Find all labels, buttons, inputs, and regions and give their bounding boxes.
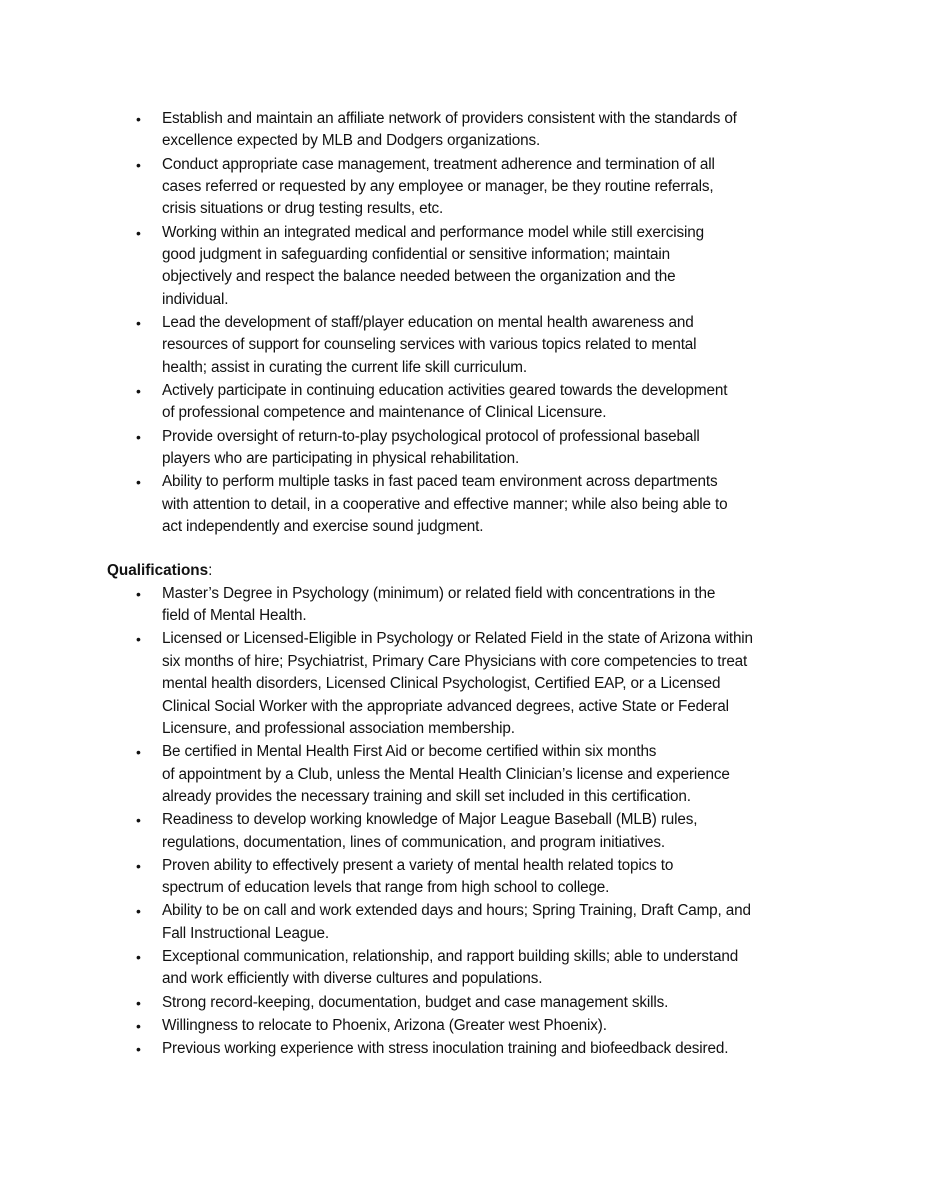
list-item-text: individual. (162, 290, 229, 308)
list-item (0, 312, 927, 379)
qualifications-heading-text: Qualifications (107, 561, 209, 579)
list-item-text: regulations, documentation, lines of communication, and program initiatives. (162, 833, 666, 851)
bullet-icon: • (136, 744, 141, 761)
list-item-text: six months of hire; Psychiatrist, Primary Care Physicians with core competencies to treat (162, 652, 748, 670)
list-item-text: Ability to be on call and work extended days and hours; Spring Training, Draft Camp, and (162, 902, 751, 920)
qualifications-colon: : (208, 561, 213, 579)
list-item-text: resources of support for counseling services with various topics related to mental (162, 336, 697, 354)
list-item-text: Working within an integrated medical and performance model while still exercising (162, 223, 704, 241)
list-item-text: Willingness to relocate to Phoenix, Arizona (Greater west Phoenix). (162, 1016, 607, 1034)
list-item-text: Previous working experience with stress inoculation training and biofeedback desired. (162, 1040, 729, 1057)
list-item (0, 583, 927, 628)
list-item-text: Strong record-keeping, documentation, budget and case management skills. (162, 993, 669, 1011)
list-item-text: Provide oversight of return-to-play psychological protocol of professional baseball (162, 427, 700, 445)
list-item-text: of appointment by a Club, unless the Mental Health Clinician’s license and experience (162, 765, 730, 783)
bullet-icon: • (136, 315, 141, 332)
list-item (0, 855, 927, 900)
list-item-text: and work efficiently with diverse cultures and populations. (162, 970, 543, 988)
list-item-text: already provides the necessary training and skill set included in this certification. (162, 787, 691, 805)
list-item-text: Ability to perform multiple tasks in fast paced team environment across departments (162, 473, 718, 491)
bullet-icon: • (136, 857, 141, 874)
bullet-icon: • (136, 994, 141, 1011)
list-item-text: objectively and respect the balance needed between the organization and the (162, 268, 676, 286)
list-item-text: Fall Instructional League. (162, 924, 330, 942)
bullet-icon: • (136, 948, 141, 965)
list-item-text: spectrum of education levels that range from high school to college. (162, 879, 610, 897)
list-item-text: Master’s Degree in Psychology (minimum) or related field with concentrations in the (162, 584, 716, 602)
list-item (0, 222, 927, 312)
list-item (0, 992, 927, 1014)
list-item (0, 946, 927, 991)
bullet-icon: • (136, 156, 141, 173)
list-item (0, 1038, 927, 1060)
list-item-text: good judgment in safeguarding confidential or sensitive information; maintain (162, 246, 671, 264)
list-item-text: Conduct appropriate case management, treatment adherence and termination of all (162, 155, 715, 173)
list-item-text: field of Mental Health. (162, 607, 307, 625)
list-item-text: Clinical Social Worker with the appropriate advanced degrees, active State or Federal (162, 697, 729, 715)
list-item-text: health; assist in curating the current life skill curriculum. (162, 358, 527, 376)
bullet-icon: • (136, 428, 141, 445)
list-item (0, 809, 927, 854)
list-item (0, 108, 927, 153)
qualifications-list (0, 583, 927, 1061)
bullet-icon: • (136, 383, 141, 400)
bullet-icon: • (136, 585, 141, 602)
list-item-text: Actively participate in continuing education activities geared towards the development (162, 382, 728, 400)
list-item-text: of professional competence and maintenance of Clinical Licensure. (162, 404, 607, 422)
list-item-text: Readiness to develop working knowledge of Major League Baseball (MLB) rules, (162, 811, 698, 829)
list-item (0, 900, 927, 945)
bullet-icon: • (136, 631, 141, 648)
list-item (0, 1015, 927, 1037)
list-item-text: act independently and exercise sound judgment. (162, 518, 484, 536)
list-item-text: Licensure, and professional association membership. (162, 719, 515, 737)
list-item-text: Exceptional communication, relationship, and rapport building skills; able to understand (162, 947, 739, 965)
bullet-icon: • (136, 474, 141, 491)
list-item-text: Establish and maintain an affiliate network of providers consistent with the standards of (162, 110, 737, 127)
bullet-icon: • (136, 1041, 141, 1057)
list-item-text: excellence expected by MLB and Dodgers organizations. (162, 132, 541, 150)
list-item (0, 628, 927, 740)
bullet-icon: • (136, 903, 141, 920)
list-item-text: with attention to detail, in a cooperative and effective manner; while also being able to (162, 495, 728, 513)
list-item (0, 154, 927, 221)
list-item-text: Be certified in Mental Health First Aid or become certified within six months (162, 743, 657, 761)
list-item (0, 380, 927, 425)
list-item-text: players who are participating in physical rehabilitation. (162, 450, 520, 468)
bullet-icon: • (136, 224, 141, 241)
list-item (0, 426, 927, 471)
list-item-text: Lead the development of staff/player education on mental health awareness and (162, 314, 694, 332)
list-item (0, 471, 927, 538)
qualifications-heading (0, 560, 927, 582)
bullet-icon: • (136, 111, 141, 127)
list-item-text: cases referred or requested by any employee or manager, be they routine referrals, (162, 178, 714, 196)
list-item-text: mental health disorders, Licensed Clinical Psychologist, Certified EAP, or a Licensed (162, 675, 721, 693)
bullet-icon: • (136, 1017, 141, 1034)
list-item-text: Proven ability to effectively present a variety of mental health related topics to (162, 856, 674, 874)
bullet-icon: • (136, 812, 141, 829)
responsibilities-list (0, 108, 927, 539)
list-item-text: crisis situations or drug testing results, etc. (162, 200, 444, 218)
list-item-text: Licensed or Licensed-Eligible in Psychology or Related Field in the state of Arizona within (162, 630, 753, 648)
list-item (0, 741, 927, 808)
document-page (0, 108, 927, 1061)
